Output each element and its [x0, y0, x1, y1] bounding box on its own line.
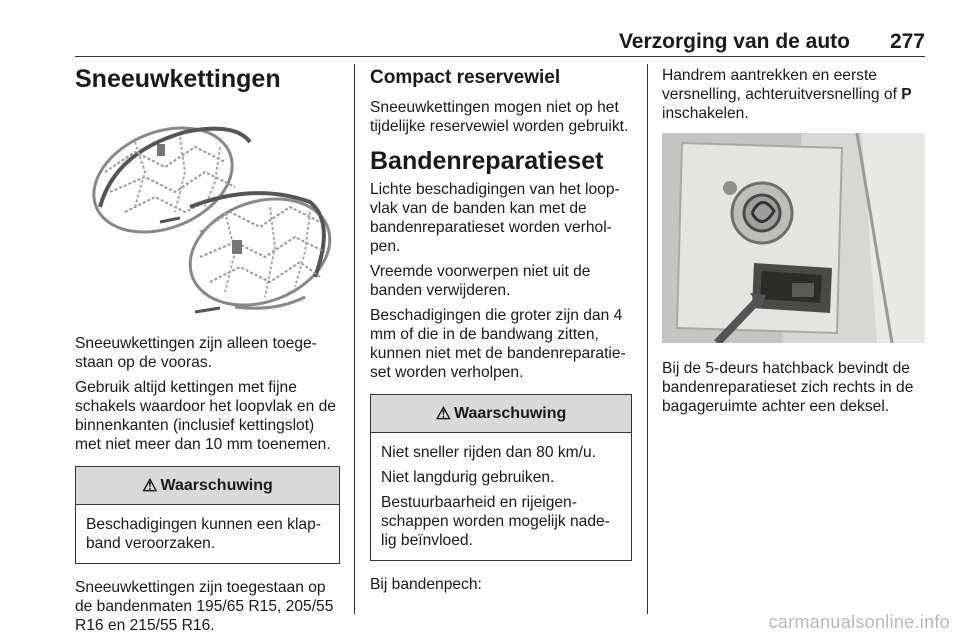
warning-triangle-icon: ⚠ — [435, 403, 451, 423]
page-number: 277 — [889, 30, 925, 53]
section-heading-snow-chains: Sneeuwkettingen — [75, 65, 281, 93]
warning-item: Niet langdurig gebruiken. — [381, 469, 555, 486]
header-rule — [75, 56, 925, 57]
warning-box-1-title: Waarschuwing — [160, 476, 273, 494]
compact-spare-para: Sneeuwkettingen mogen niet op het tijdelijke reservewiel worden gebruikt. — [370, 99, 629, 135]
luggage-compartment-photo — [662, 133, 925, 343]
snow-chains-para-1: Sneeuwkettingen zijn alleen toege- staan op de vooras. — [75, 335, 317, 371]
snow-chains-para-3: Sneeuwkettingen zijn toegestaan op de bandenmaten 195/65 R15, 205/55 R16 en 215/55 R16. — [75, 579, 334, 634]
warning-item: Niet sneller rijden dan 80 km/u. — [381, 444, 596, 461]
warning-box-1-header — [76, 467, 339, 505]
snow-chains-illustration — [75, 112, 340, 322]
column-2 — [370, 62, 632, 600]
repair-kit-para-1: Lichte beschadigingen van het loop- vlak van de banden kan met de bandenreparatieset worden verhol- pen. — [370, 181, 620, 255]
section-heading-repair-kit: Bandenreparatieset — [370, 147, 604, 175]
warning-box-2-header — [371, 395, 631, 433]
warning-box-1-text: Beschadigingen kunnen een klap- band veroorzaken. — [86, 516, 321, 552]
warning-box-1 — [75, 466, 340, 564]
snow-chains-para-2: Gebruik altijd kettingen met fijne schakels waardoor het loopvlak en de binnenkanten (inclusief kettingslot) met niet meer dan 10 mm toenemen. — [75, 379, 336, 453]
column-3 — [662, 62, 928, 422]
watermark: carmanualsonline.info — [768, 612, 950, 632]
column-1 — [75, 62, 340, 641]
repair-kit-photo — [662, 133, 928, 343]
flat-tire-para: Bij bandenpech: — [370, 576, 482, 593]
handbrake-text-a: Handrem aantrekken en eerste versnelling, achteruitversnelling of — [662, 67, 902, 103]
column-divider-2 — [647, 64, 648, 614]
running-header-title: Verzorging van de auto — [618, 30, 850, 53]
warning-box-2-title: Waarschuwing — [453, 404, 567, 422]
snow-chains-figure — [75, 112, 340, 322]
warning-item: Bestuurbaarheid en rijeigen- schappen worden mogelijk nade- lig beïnvloed. — [381, 494, 610, 549]
hatchback-location-para: Bij de 5-deurs hatchback bevindt de bandenreparatieset zich rechts in de bagageruimte achter een deksel. — [662, 360, 914, 415]
gear-p-label: P — [901, 86, 912, 103]
warning-box-2 — [370, 394, 632, 561]
repair-kit-para-2: Vreemde voorwerpen niet uit de banden verwijderen. — [370, 263, 591, 299]
handbrake-text-c: inschakelen. — [662, 105, 749, 122]
column-divider-1 — [354, 64, 355, 614]
repair-kit-para-3: Beschadigingen die groter zijn dan 4 mm of die in de bandwang zitten, kunnen niet met de bandenreparatie- set worden verholpen. — [370, 307, 626, 381]
subheading-compact-spare: Compact reservewiel — [370, 67, 561, 88]
warning-triangle-icon: ⚠ — [142, 475, 158, 495]
handbrake-para — [662, 66, 928, 123]
